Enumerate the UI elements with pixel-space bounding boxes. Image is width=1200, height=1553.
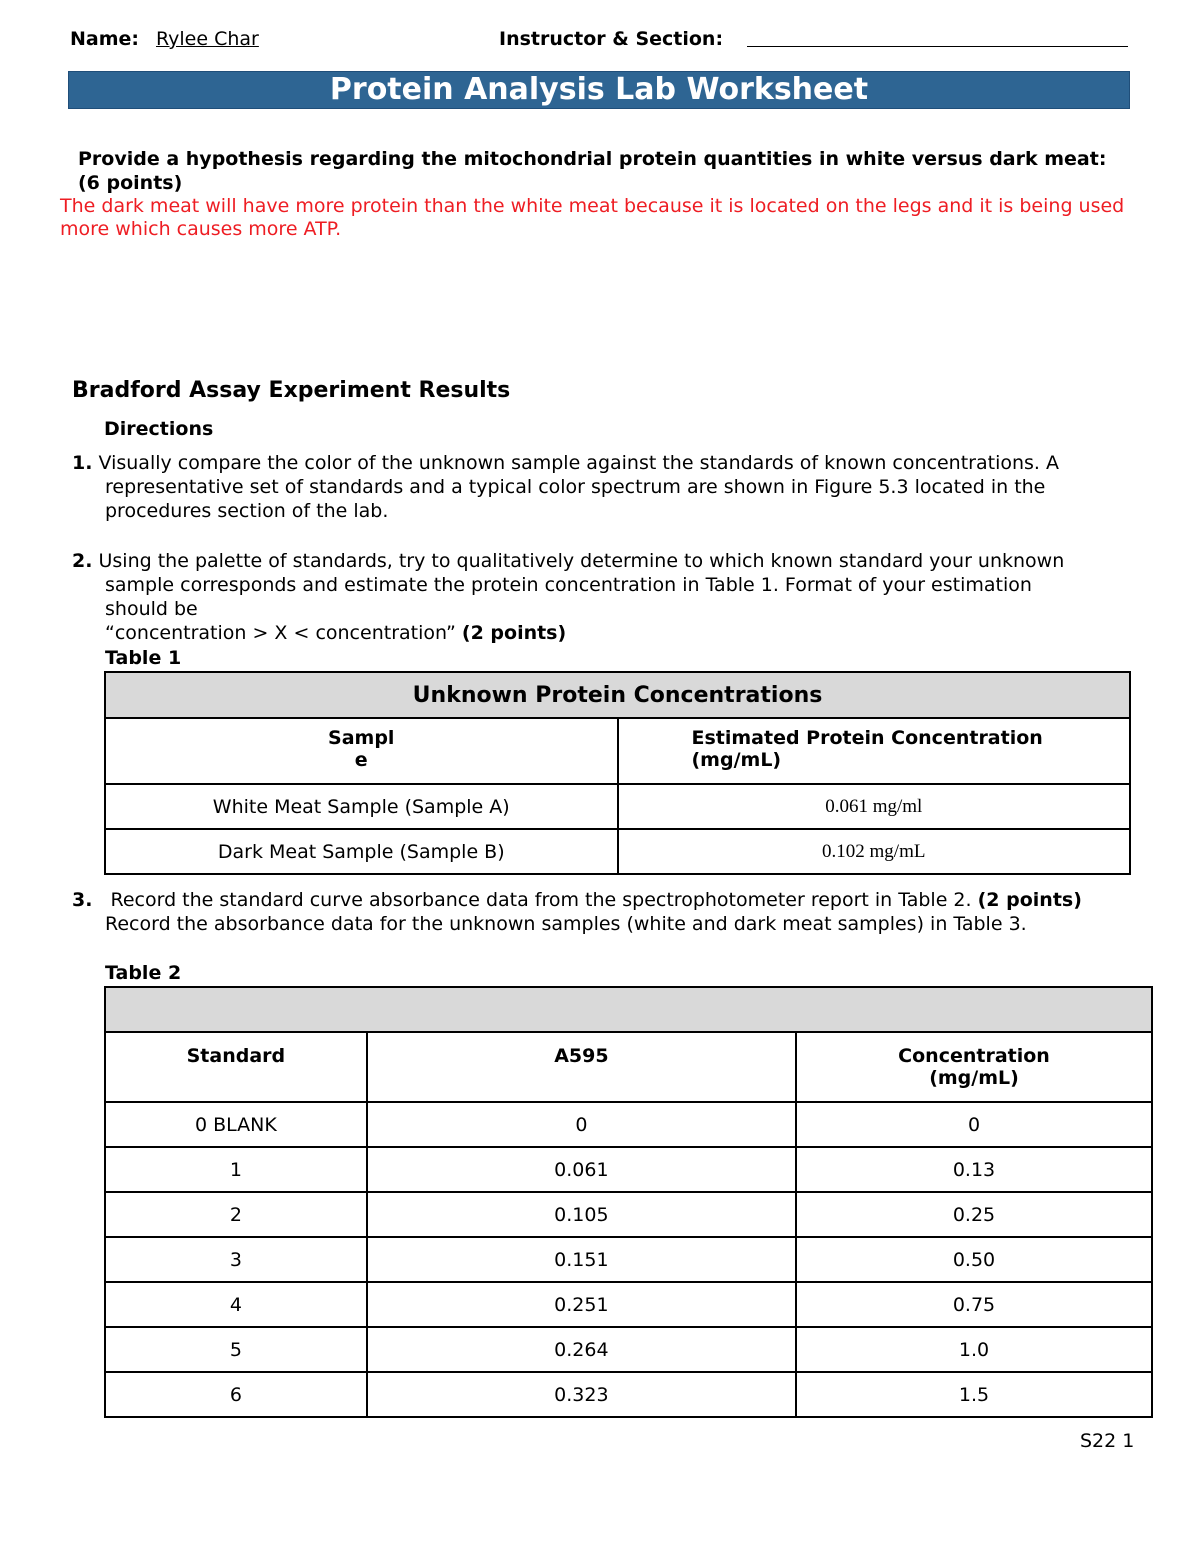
step-text: procedures section of the lab. [105, 500, 389, 522]
table-row [105, 784, 1130, 829]
table-row [105, 1192, 1152, 1237]
table-row [105, 1147, 1152, 1192]
table2-cell-concentration[interactable]: 0 [796, 1102, 1152, 1147]
table2-cell-concentration[interactable]: 1.0 [796, 1327, 1152, 1372]
header-line: e [354, 749, 368, 771]
table2-cell-a595[interactable]: 0.264 [367, 1327, 796, 1372]
table2-cell-standard[interactable]: 0 BLANK [105, 1102, 367, 1147]
standard-curve-table [104, 986, 1153, 1418]
table2-cell-a595[interactable]: 0 [367, 1102, 796, 1147]
table2-cell-standard[interactable]: 5 [105, 1327, 367, 1372]
step-text: sample corresponds and estimate the protein concentration in Table 1. Format of your estimation [105, 574, 1032, 596]
table2-header-a595: A595 [367, 1032, 796, 1102]
table-row [105, 1102, 1152, 1147]
table2-cell-standard[interactable]: 1 [105, 1147, 367, 1192]
section-title: Bradford Assay Experiment Results [72, 378, 511, 403]
table2-cell-concentration[interactable]: 0.50 [796, 1237, 1152, 1282]
format-example: “concentration > X < concentration” [105, 622, 456, 644]
name-value: Rylee Char [156, 28, 259, 50]
table2-cell-standard[interactable]: 2 [105, 1192, 367, 1237]
step-text: Using the palette of standards, try to qualitatively determine to which known standard your unknown [98, 550, 1065, 572]
step-points: (2 points) [977, 889, 1082, 911]
worksheet-title: Protein Analysis Lab Worksheet [68, 71, 1130, 109]
page-footer: S22 1 [1080, 1430, 1135, 1452]
step-points: (2 points) [461, 622, 567, 644]
header-line: (mg/mL) [691, 749, 782, 771]
header-line: Estimated Protein Concentration [691, 727, 1043, 749]
step-text: Record the standard curve absorbance data from the spectrophotometer report in Table 2. [110, 889, 972, 911]
unknown-protein-table [104, 671, 1131, 875]
step-number: 3. [72, 889, 93, 911]
header-line: Sampl [328, 727, 395, 749]
table2-caption: Table 2 [105, 962, 182, 984]
table-row [105, 1237, 1152, 1282]
step-number: 1. [72, 452, 93, 474]
table2-cell-a595[interactable]: 0.251 [367, 1282, 796, 1327]
name-label: Name: [70, 28, 140, 50]
table1-cell-concentration[interactable]: 0.102 mg/mL [618, 829, 1131, 874]
table2-header-concentration [796, 1032, 1152, 1102]
table2-cell-concentration[interactable]: 0.25 [796, 1192, 1152, 1237]
direction-step-1 [72, 451, 1122, 523]
step-text: representative set of standards and a typical color spectrum are shown in Figure 5.3 located in the [105, 476, 1046, 498]
table2-cell-a595[interactable]: 0.061 [367, 1147, 796, 1192]
table1-cell-concentration[interactable]: 0.061 mg/ml [618, 784, 1131, 829]
table-row [105, 829, 1130, 874]
table1-cell-sample[interactable]: White Meat Sample (Sample A) [105, 784, 618, 829]
table-row [105, 1372, 1152, 1417]
instructor-section-blank-line [747, 46, 1128, 47]
step-text [72, 621, 1122, 645]
table2-cell-standard[interactable]: 4 [105, 1282, 367, 1327]
step-text: should be [105, 598, 198, 620]
table2-cell-standard[interactable]: 6 [105, 1372, 367, 1417]
directions-heading: Directions [104, 418, 214, 440]
hypothesis-answer: The dark meat will have more protein than the white meat because it is located on the legs and it is being used more which causes more ATP. [60, 195, 1125, 240]
hypothesis-question: Provide a hypothesis regarding the mitochondrial protein quantities in white versus dark meat: [78, 148, 1107, 170]
table1-header-sample [105, 718, 618, 784]
table1-title: Unknown Protein Concentrations [105, 672, 1130, 718]
hypothesis-points: (6 points) [78, 172, 183, 194]
table-row [105, 1327, 1152, 1372]
table2-cell-concentration[interactable]: 1.5 [796, 1372, 1152, 1417]
table2-header-standard: Standard [105, 1032, 367, 1102]
step-text: Record the absorbance data for the unknown samples (white and dark meat samples) in Table 3. [105, 913, 1027, 935]
header-line: (mg/mL) [929, 1067, 1019, 1089]
table2-title-empty [105, 987, 1152, 1032]
step-text: Visually compare the color of the unknown sample against the standards of known concentrations. A [98, 452, 1060, 474]
table2-cell-standard[interactable]: 3 [105, 1237, 367, 1282]
header-line: Concentration [898, 1045, 1050, 1067]
table2-cell-a595[interactable]: 0.105 [367, 1192, 796, 1237]
table1-cell-sample[interactable]: Dark Meat Sample (Sample B) [105, 829, 618, 874]
table2-cell-a595[interactable]: 0.151 [367, 1237, 796, 1282]
instructor-section-label: Instructor & Section: [499, 28, 724, 50]
table2-cell-a595[interactable]: 0.323 [367, 1372, 796, 1417]
direction-step-3 [72, 888, 1122, 936]
step-number: 2. [72, 550, 93, 572]
table1-header-concentration [618, 718, 1131, 784]
direction-step-2 [72, 549, 1122, 645]
table2-cell-concentration[interactable]: 0.13 [796, 1147, 1152, 1192]
table-row [105, 1282, 1152, 1327]
table1-caption: Table 1 [105, 647, 182, 669]
table2-cell-concentration[interactable]: 0.75 [796, 1282, 1152, 1327]
